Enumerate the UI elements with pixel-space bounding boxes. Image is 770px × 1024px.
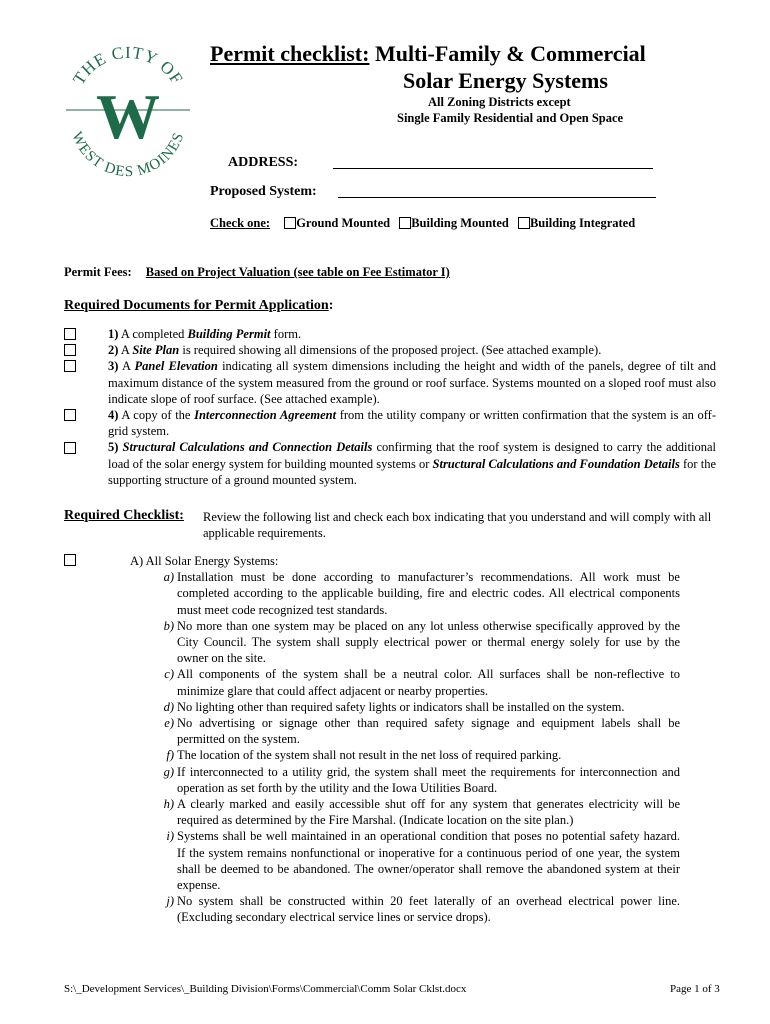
check-one-label: Check one: [210, 216, 271, 230]
subtitle-1: All Zoning Districts except [428, 95, 571, 109]
item-text: A clearly marked and easily accessible shut off for any system that generates electricity will be required as determined by the Fire Marshal. (Indicate location on the site plan.) [177, 797, 680, 828]
doc-num: 4) [108, 408, 119, 423]
checkbox-building-integrated[interactable] [518, 217, 530, 229]
item-letter: g) [163, 764, 174, 779]
list-item [130, 569, 680, 618]
doc-checkbox-1[interactable] [64, 328, 76, 340]
list-item [130, 618, 680, 667]
address-label: ADDRESS: [228, 155, 299, 170]
required-documents-title: Required Documents for Permit Application [64, 298, 329, 313]
logo-letter: W [96, 81, 160, 152]
doc-text: for the supporting structure of a ground mounted system. [108, 456, 716, 487]
doc-checkbox-3[interactable] [64, 360, 76, 372]
checklist-section-a [130, 553, 680, 926]
list-item [130, 893, 680, 925]
doc-checkbox-4[interactable] [64, 409, 76, 421]
title-prefix: Permit checklist: [210, 41, 370, 66]
fees-value: Based on Project Valuation (see table on Fee Estimator I) [145, 265, 450, 279]
doc-bold: Structural Calculations and Connection Details [122, 440, 373, 455]
item-text: If interconnected to a utility grid, the system shall meet the requirements for interconnection and operation as set forth by the utility and the Iowa Utilities Board. [177, 764, 680, 795]
item-letter: e) [164, 716, 174, 731]
list-item [130, 747, 680, 763]
required-checklist-heading [64, 508, 184, 524]
item-text: The location of the system shall not result in the net loss of required parking. [177, 748, 562, 763]
doc-item [108, 407, 716, 439]
checklist-intro: Review the following list and check each box indicating that you understand and will comply with all applicable requirements. [203, 510, 712, 541]
doc-text: from the utility company or written confirmation that the system is an off-grid system. [108, 408, 716, 439]
doc-text: A [118, 343, 133, 358]
doc-item [108, 326, 716, 342]
item-text: Systems shall be well maintained in an operational condition that poses no potential safety hazard. If the system remains nonfunctional or inoperative for a continuous period of one year, the system shall be deemed to be abandoned. The owner/operator shall remove the abandoned system at their expense. [177, 829, 680, 893]
checkbox-building-mounted[interactable] [399, 217, 411, 229]
option-building-integrated: Building Integrated [529, 216, 636, 230]
doc-text: A completed [118, 327, 188, 341]
title-line2: Solar Energy Systems [403, 68, 608, 93]
logo-arc-top: THE CITY OF [69, 42, 187, 89]
logo-arc-bottom: WEST DES MOINES [68, 129, 188, 178]
city-logo [62, 38, 194, 178]
section-a-heading: A) All Solar Energy Systems: [130, 554, 279, 568]
permit-fees [64, 265, 450, 280]
item-text: No more than one system may be placed on any lot unless otherwise specifically approved by the City Council. The system shall supply electrical power or thermal energy solely for use by the owner on the site. [177, 618, 680, 666]
heading-colon: : [328, 298, 334, 313]
item-text: No advertising or signage other than required safety signage and equipment labels shall be permitted on the system. [177, 716, 680, 747]
item-letter: i) [166, 829, 174, 844]
doc-bold: Building Permit [187, 327, 271, 341]
item-letter: c) [164, 667, 174, 682]
doc-text: A [118, 359, 135, 374]
doc-item [108, 342, 716, 358]
fees-label: Permit Fees: [64, 265, 132, 279]
footer-path: S:\_Development Services\_Building Division\Forms\Commercial\Comm Solar Cklst.docx [64, 983, 467, 995]
list-item [130, 715, 680, 747]
item-text: No system shall be constructed within 20 feet laterally of an overhead electrical power line. (Excluding secondary electrical service lines or service drops). [177, 894, 680, 925]
checkbox-ground-mounted[interactable] [284, 217, 296, 229]
option-ground-mounted: Ground Mounted [296, 216, 391, 230]
doc-bold: Site Plan [132, 343, 180, 358]
list-item [130, 699, 680, 715]
item-text: Installation must be done according to manufacturer’s recommendations. All work must be completed according to the applicable building, fire and electric codes. All electrical components must meet code recognized test standards. [177, 570, 680, 617]
doc-item [108, 358, 716, 407]
required-documents-list [108, 326, 716, 488]
doc-checkbox-5[interactable] [64, 442, 76, 454]
subtitle-2: Single Family Residential and Open Space [397, 111, 624, 125]
required-checklist-title: Required Checklist: [64, 508, 184, 523]
required-documents-heading [64, 298, 333, 314]
item-text: No lighting other than required safety lights or indicators shall be installed on the system. [177, 699, 625, 714]
proposed-system-label: Proposed System: [210, 184, 317, 199]
item-letter: h) [163, 797, 174, 812]
doc-text: is required showing all dimensions of the proposed project. (See attached example). [179, 343, 602, 358]
doc-item [108, 439, 716, 488]
item-letter: j) [166, 894, 174, 909]
address-field[interactable] [333, 168, 653, 169]
item-letter: f) [166, 748, 174, 763]
item-letter: a) [163, 570, 174, 585]
check-one-row [210, 216, 635, 231]
doc-num: 5) [108, 440, 119, 455]
doc-text: A copy of the [118, 408, 195, 423]
page-title [210, 40, 646, 68]
list-item [130, 666, 680, 698]
doc-text: form. [270, 327, 302, 341]
doc-num: 3) [108, 359, 119, 374]
item-letter: b) [163, 618, 174, 633]
doc-num: 1) [108, 327, 119, 341]
doc-bold: Interconnection Agreement [194, 408, 337, 423]
list-item [130, 828, 680, 893]
doc-text: indicating all system dimensions including the height and width of the panels, degree of tilt and maximum distance of the system measured from the ground or roof surface. Systems mounted on a sloped roof must also indicate slope of roof surface. (See attached example). [108, 359, 716, 406]
doc-bold: Panel Elevation [134, 359, 218, 374]
doc-bold: Structural Calculations and Foundation Details [432, 456, 680, 471]
doc-checkbox-2[interactable] [64, 344, 76, 356]
option-building-mounted: Building Mounted [411, 216, 509, 230]
proposed-system-field[interactable] [338, 197, 656, 198]
list-item [130, 796, 680, 828]
item-letter: d) [163, 699, 174, 714]
doc-text: confirming that the roof system is designed to carry the additional load of the solar energy system for building mounted systems or [108, 440, 717, 471]
item-text: All components of the system shall be a neutral color. All surfaces shall be non-reflective to minimize glare that could affect adjacent or nearby properties. [177, 667, 680, 698]
checklist-checkbox-a[interactable] [64, 554, 76, 566]
list-item [130, 764, 680, 796]
page-number: Page 1 of 3 [670, 983, 720, 995]
title-line1: Multi-Family & Commercial [374, 41, 646, 66]
doc-num: 2) [108, 343, 119, 358]
